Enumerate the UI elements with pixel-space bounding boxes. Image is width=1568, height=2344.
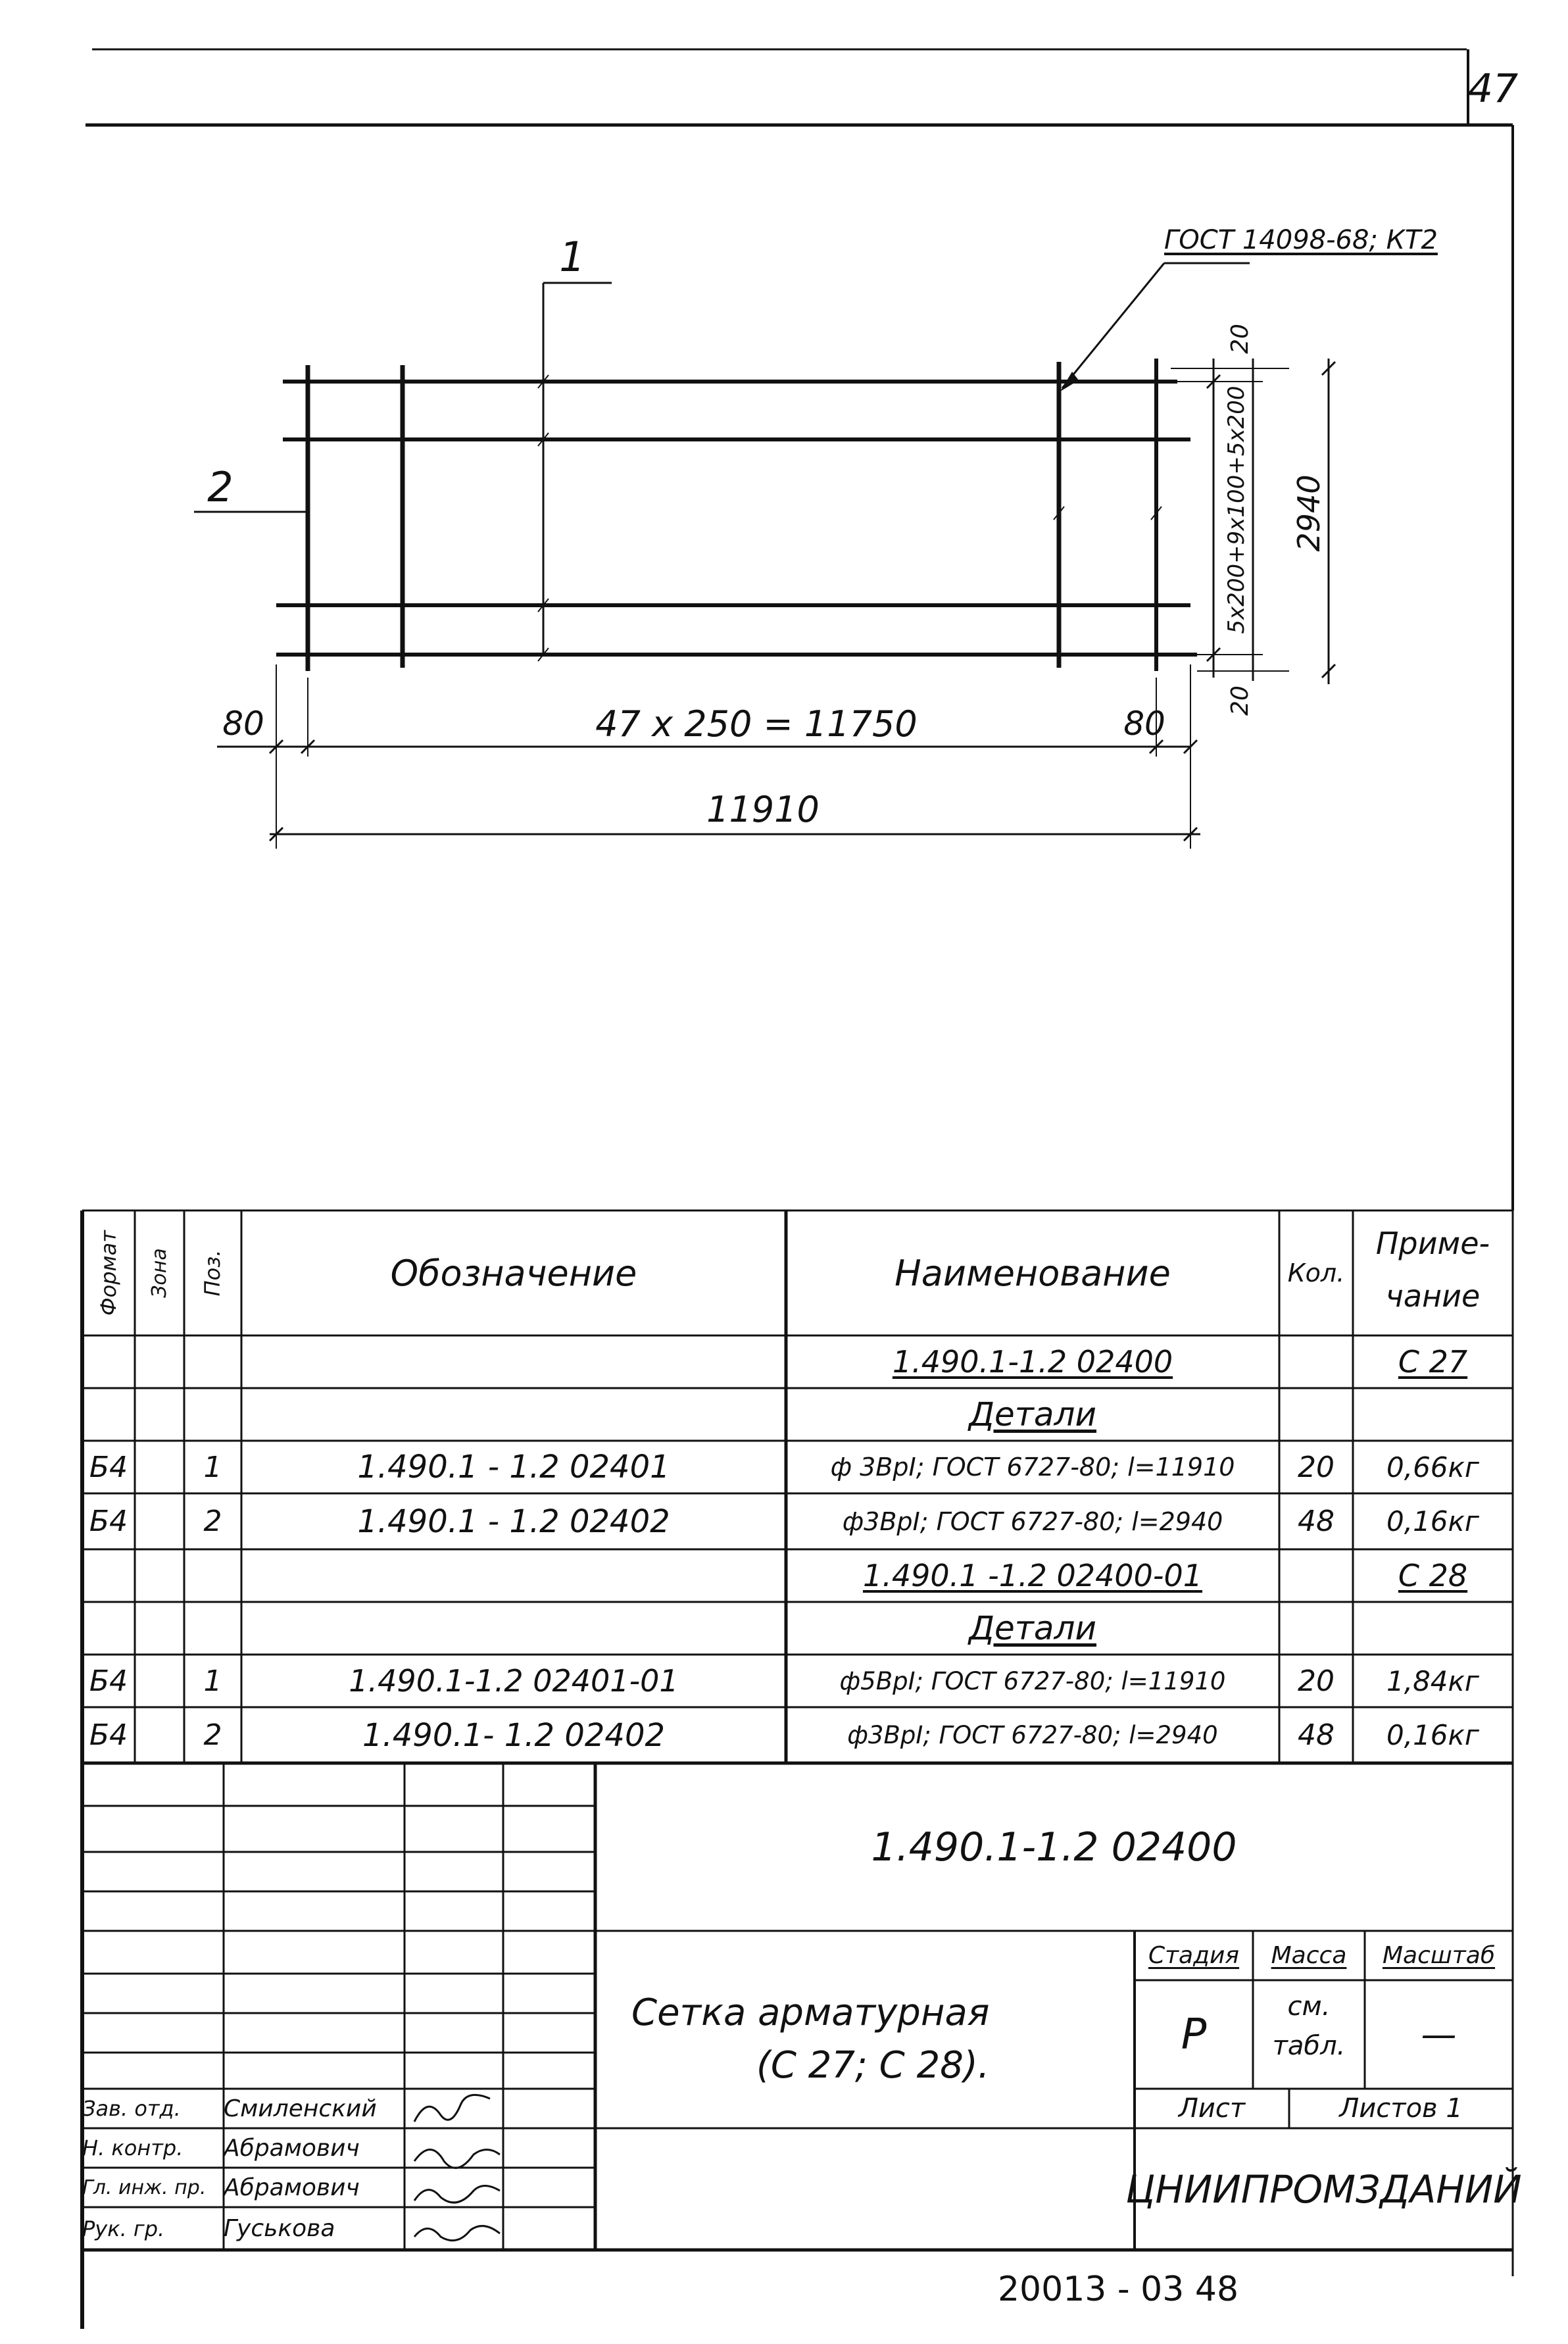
row-3-qty: 48: [1298, 1505, 1335, 1538]
row-6-pos: 1: [203, 1664, 222, 1698]
sheet-label: Лист: [1178, 2093, 1246, 2124]
header-zone: Зона: [147, 1248, 171, 1298]
row-7-note: 0,16кг: [1386, 1719, 1479, 1751]
header-qty: Кол.: [1287, 1259, 1345, 1287]
sig-role-0: Зав. отд.: [82, 2096, 181, 2121]
dim-bottom-offset: 20: [1226, 686, 1254, 716]
row-3-designation: 1.490.1 - 1.2 02402: [357, 1503, 670, 1540]
footer-code: 20013 - 03 48: [997, 2270, 1239, 2309]
dim-top-offset: 20: [1226, 324, 1254, 354]
sig-name-2: Абрамович: [224, 2174, 360, 2201]
row-2-designation: 1.490.1 - 1.2 02401: [357, 1449, 670, 1485]
dim-left-offset: 80: [222, 705, 264, 743]
row-3-pos: 2: [203, 1505, 222, 1538]
row-6-name: ф5ВрI; ГОСТ 6727-80; l=11910: [839, 1666, 1226, 1695]
sig-role-1: Н. контр.: [82, 2135, 184, 2160]
scale-value: —: [1421, 2014, 1457, 2055]
sig-name-1: Абрамович: [224, 2134, 360, 2162]
position-1-label: 1: [559, 232, 585, 281]
row-5-name: Детали: [968, 1609, 1097, 1647]
sig-name-3: Гуськова: [224, 2215, 335, 2242]
row-7-qty: 48: [1298, 1718, 1335, 1752]
dim-spacing-vertical: 5х200+9х100+5х200: [1223, 386, 1250, 634]
title-line2: (С 27; С 28).: [756, 2044, 990, 2087]
organization: ЦНИИПРОМЗДАНИЙ: [1125, 2166, 1522, 2212]
title-line1: Сетка арматурная: [631, 1991, 990, 2034]
row-7-designation: 1.490.1- 1.2 02402: [362, 1716, 666, 1754]
mass-value-line2: табл.: [1272, 2031, 1346, 2061]
row-3-note: 0,16кг: [1386, 1505, 1479, 1537]
stage-value: Р: [1181, 2010, 1207, 2059]
stage-label: Стадия: [1148, 1942, 1240, 1969]
mass-value: [1253, 1987, 1365, 2082]
document-title: [605, 1987, 1125, 2118]
document-code: 1.490.1-1.2 02400: [871, 1824, 1237, 1870]
dim-total-width: 2940: [1291, 474, 1327, 552]
row-0-name: 1.490.1-1.2 02400: [892, 1344, 1173, 1380]
row-3-format: Б4: [89, 1505, 128, 1538]
sig-role-3: Рук. гр.: [82, 2216, 165, 2241]
row-1-name: Детали: [968, 1395, 1097, 1434]
row-4-name: 1.490.1 -1.2 02400-01: [862, 1558, 1203, 1593]
sheets-label: Листов 1: [1339, 2093, 1463, 2124]
dim-right-offset: 80: [1123, 705, 1165, 743]
header-designation: Обозначение: [390, 1252, 637, 1294]
sig-role-2: Гл. инж. пр.: [82, 2176, 207, 2199]
mass-label: Масса: [1271, 1942, 1347, 1969]
row-6-qty: 20: [1298, 1664, 1335, 1698]
dim-total-length: 11910: [706, 788, 820, 830]
row-7-pos: 2: [203, 1718, 222, 1752]
dim-spacing: 47 x 250 = 11750: [595, 703, 918, 745]
sig-name-0: Смиленский: [224, 2095, 377, 2122]
mesh-drawing: [194, 263, 1335, 849]
header-note-line2: чание: [1385, 1278, 1481, 1314]
row-7-name: ф3ВрI; ГОСТ 6727-80; l=2940: [847, 1721, 1218, 1749]
row-2-note: 0,66кг: [1386, 1451, 1479, 1484]
row-6-format: Б4: [89, 1664, 128, 1698]
header-name: Наименование: [894, 1252, 1171, 1294]
header-note: [1353, 1217, 1513, 1329]
mass-value-line1: см.: [1287, 1991, 1331, 2022]
row-0-note: С 27: [1398, 1344, 1468, 1380]
row-3-name: ф3ВрI; ГОСТ 6727-80; l=2940: [842, 1507, 1223, 1536]
header-format: Формат: [96, 1230, 121, 1316]
row-2-name: ф 3ВрI; ГОСТ 6727-80; l=11910: [830, 1453, 1235, 1482]
position-2-label: 2: [207, 462, 233, 511]
sheet-number: 47: [1467, 66, 1519, 112]
header-pos: Поз.: [200, 1249, 225, 1297]
weld-note: ГОСТ 14098-68; КТ2: [1164, 225, 1438, 255]
row-4-note: С 28: [1398, 1558, 1468, 1593]
row-2-pos: 1: [203, 1450, 222, 1484]
row-6-note: 1,84кг: [1386, 1664, 1479, 1697]
scale-label: Масштаб: [1382, 1942, 1496, 1969]
row-2-format: Б4: [89, 1450, 128, 1484]
row-6-designation: 1.490.1-1.2 02401-01: [349, 1663, 679, 1699]
row-2-qty: 20: [1298, 1450, 1335, 1484]
header-note-line1: Приме-: [1375, 1226, 1490, 1261]
row-7-format: Б4: [89, 1718, 128, 1752]
